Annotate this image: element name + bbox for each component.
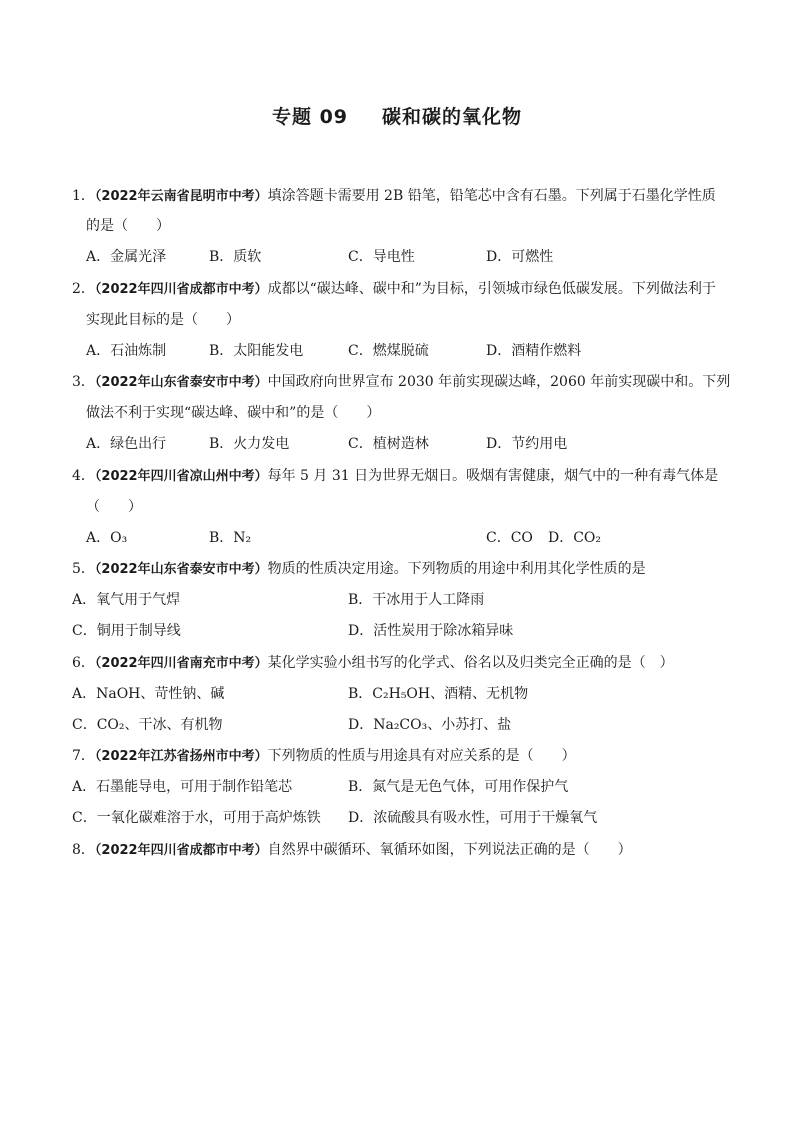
question-source: （2022年山东省泰安市中考） bbox=[94, 375, 268, 390]
question-source: （2022年四川省南充市中考） bbox=[94, 656, 268, 671]
question-7-option-a: A．石墨能导电，可用于制作铅笔芯 bbox=[72, 779, 293, 795]
question-2-line-1 bbox=[72, 280, 716, 299]
question-1-option-a: A．金属光泽 bbox=[86, 249, 167, 265]
question-number: 2． bbox=[72, 281, 95, 297]
question-2-line-2: 实现此目标的是（ ） bbox=[86, 312, 240, 328]
title-topic-number: 专题 09 bbox=[271, 106, 349, 128]
question-1-option-c: C．导电性 bbox=[348, 249, 415, 265]
question-6-option-c: C．CO₂、干冰、有机物 bbox=[72, 717, 223, 733]
question-number: 4． bbox=[72, 468, 95, 484]
question-6-option-d: D．Na₂CO₃、小苏打、盐 bbox=[348, 717, 512, 733]
question-source: （2022年江苏省扬州市中考） bbox=[94, 749, 268, 764]
question-3-option-b: B．火力发电 bbox=[209, 436, 290, 452]
question-8-line-1 bbox=[72, 841, 632, 860]
question-stem: 物质的性质决定用途。下列物质的用途中利用其化学性质的是 bbox=[267, 561, 646, 577]
question-4-line-1 bbox=[72, 467, 718, 486]
question-1-line-1 bbox=[72, 187, 716, 206]
question-source: （2022年四川省成都市中考） bbox=[94, 282, 268, 297]
question-stem: 成都以“碳达峰、碳中和”为目标，引领城市绿色低碳发展。下列做法利于 bbox=[267, 281, 716, 297]
question-1-option-b: B．质软 bbox=[209, 249, 262, 265]
question-number: 6． bbox=[72, 655, 95, 671]
question-stem: 某化学实验小组书写的化学式、俗名以及归类完全正确的是（ ） bbox=[267, 655, 674, 671]
question-7-option-d: D．浓硫酸具有吸水性，可用于干燥氧气 bbox=[348, 810, 598, 826]
question-1-line-2: 的是（ ） bbox=[86, 218, 170, 234]
question-number: 1． bbox=[72, 188, 95, 204]
question-stem: 下列物质的性质与用途具有对应关系的是（ ） bbox=[267, 748, 576, 764]
question-5-option-c: C．铜用于制导线 bbox=[72, 623, 181, 639]
question-2-option-b: B．太阳能发电 bbox=[209, 343, 304, 359]
question-2-option-c: C．燃煤脱硫 bbox=[348, 343, 429, 359]
question-4-option-b: B．N₂ bbox=[209, 530, 252, 546]
question-stem: 自然界中碳循环、氧循环如图，下列说法正确的是（ ） bbox=[267, 842, 632, 858]
question-4-option-c: C．CO bbox=[486, 530, 533, 546]
question-source: （2022年云南省昆明市中考） bbox=[94, 189, 268, 204]
question-4-option-d: D．CO₂ bbox=[548, 530, 602, 546]
question-number: 8． bbox=[72, 842, 95, 858]
question-3-option-c: C．植树造林 bbox=[348, 436, 429, 452]
page-title bbox=[0, 102, 794, 129]
question-source: （2022年山东省泰安市中考） bbox=[94, 562, 268, 577]
title-topic-name: 碳和碳的氧化物 bbox=[382, 106, 523, 128]
question-3-option-a: A．绿色出行 bbox=[86, 436, 167, 452]
question-3-option-d: D．节约用电 bbox=[486, 436, 568, 452]
question-5-line-1 bbox=[72, 560, 646, 579]
question-5-option-a: A．氧气用于气焊 bbox=[72, 592, 181, 608]
question-4-option-a: A．O₃ bbox=[86, 530, 128, 546]
question-4-line-2: （ ） bbox=[86, 499, 142, 515]
question-5-option-b: B．干冰用于人工降雨 bbox=[348, 592, 485, 608]
question-3-line-2: 做法不利于实现“碳达峰、碳中和”的是（ ） bbox=[86, 405, 381, 421]
question-stem: 中国政府向世界宣布 2030 年前实现碳达峰，2060 年前实现碳中和。下列 bbox=[267, 374, 731, 390]
question-number: 7． bbox=[72, 748, 95, 764]
question-1-option-d: D．可燃性 bbox=[486, 249, 554, 265]
question-6-option-b: B．C₂H₅OH、酒精、无机物 bbox=[348, 686, 529, 702]
question-2-option-d: D．酒精作燃料 bbox=[486, 343, 582, 359]
question-source: （2022年四川省凉山州中考） bbox=[94, 469, 268, 484]
question-stem: 填涂答题卡需要用 2B 铅笔，铅笔芯中含有石墨。下列属于石墨化学性质 bbox=[267, 188, 716, 204]
question-5-option-d: D．活性炭用于除冰箱异味 bbox=[348, 623, 514, 639]
question-2-option-a: A．石油炼制 bbox=[86, 343, 167, 359]
question-source: （2022年四川省成都市中考） bbox=[94, 843, 268, 858]
question-7-option-c: C．一氧化碳难溶于水，可用于高炉炼铁 bbox=[72, 810, 321, 826]
question-number: 5． bbox=[72, 561, 95, 577]
question-3-line-1 bbox=[72, 373, 730, 392]
question-7-option-b: B．氮气是无色气体，可用作保护气 bbox=[348, 779, 569, 795]
question-number: 3． bbox=[72, 374, 95, 390]
question-7-line-1 bbox=[72, 747, 576, 766]
question-stem: 每年 5 月 31 日为世界无烟日。吸烟有害健康，烟气中的一种有毒气体是 bbox=[267, 468, 719, 484]
question-6-option-a: A．NaOH、苛性钠、碱 bbox=[72, 686, 225, 702]
question-6-line-1 bbox=[72, 654, 674, 673]
